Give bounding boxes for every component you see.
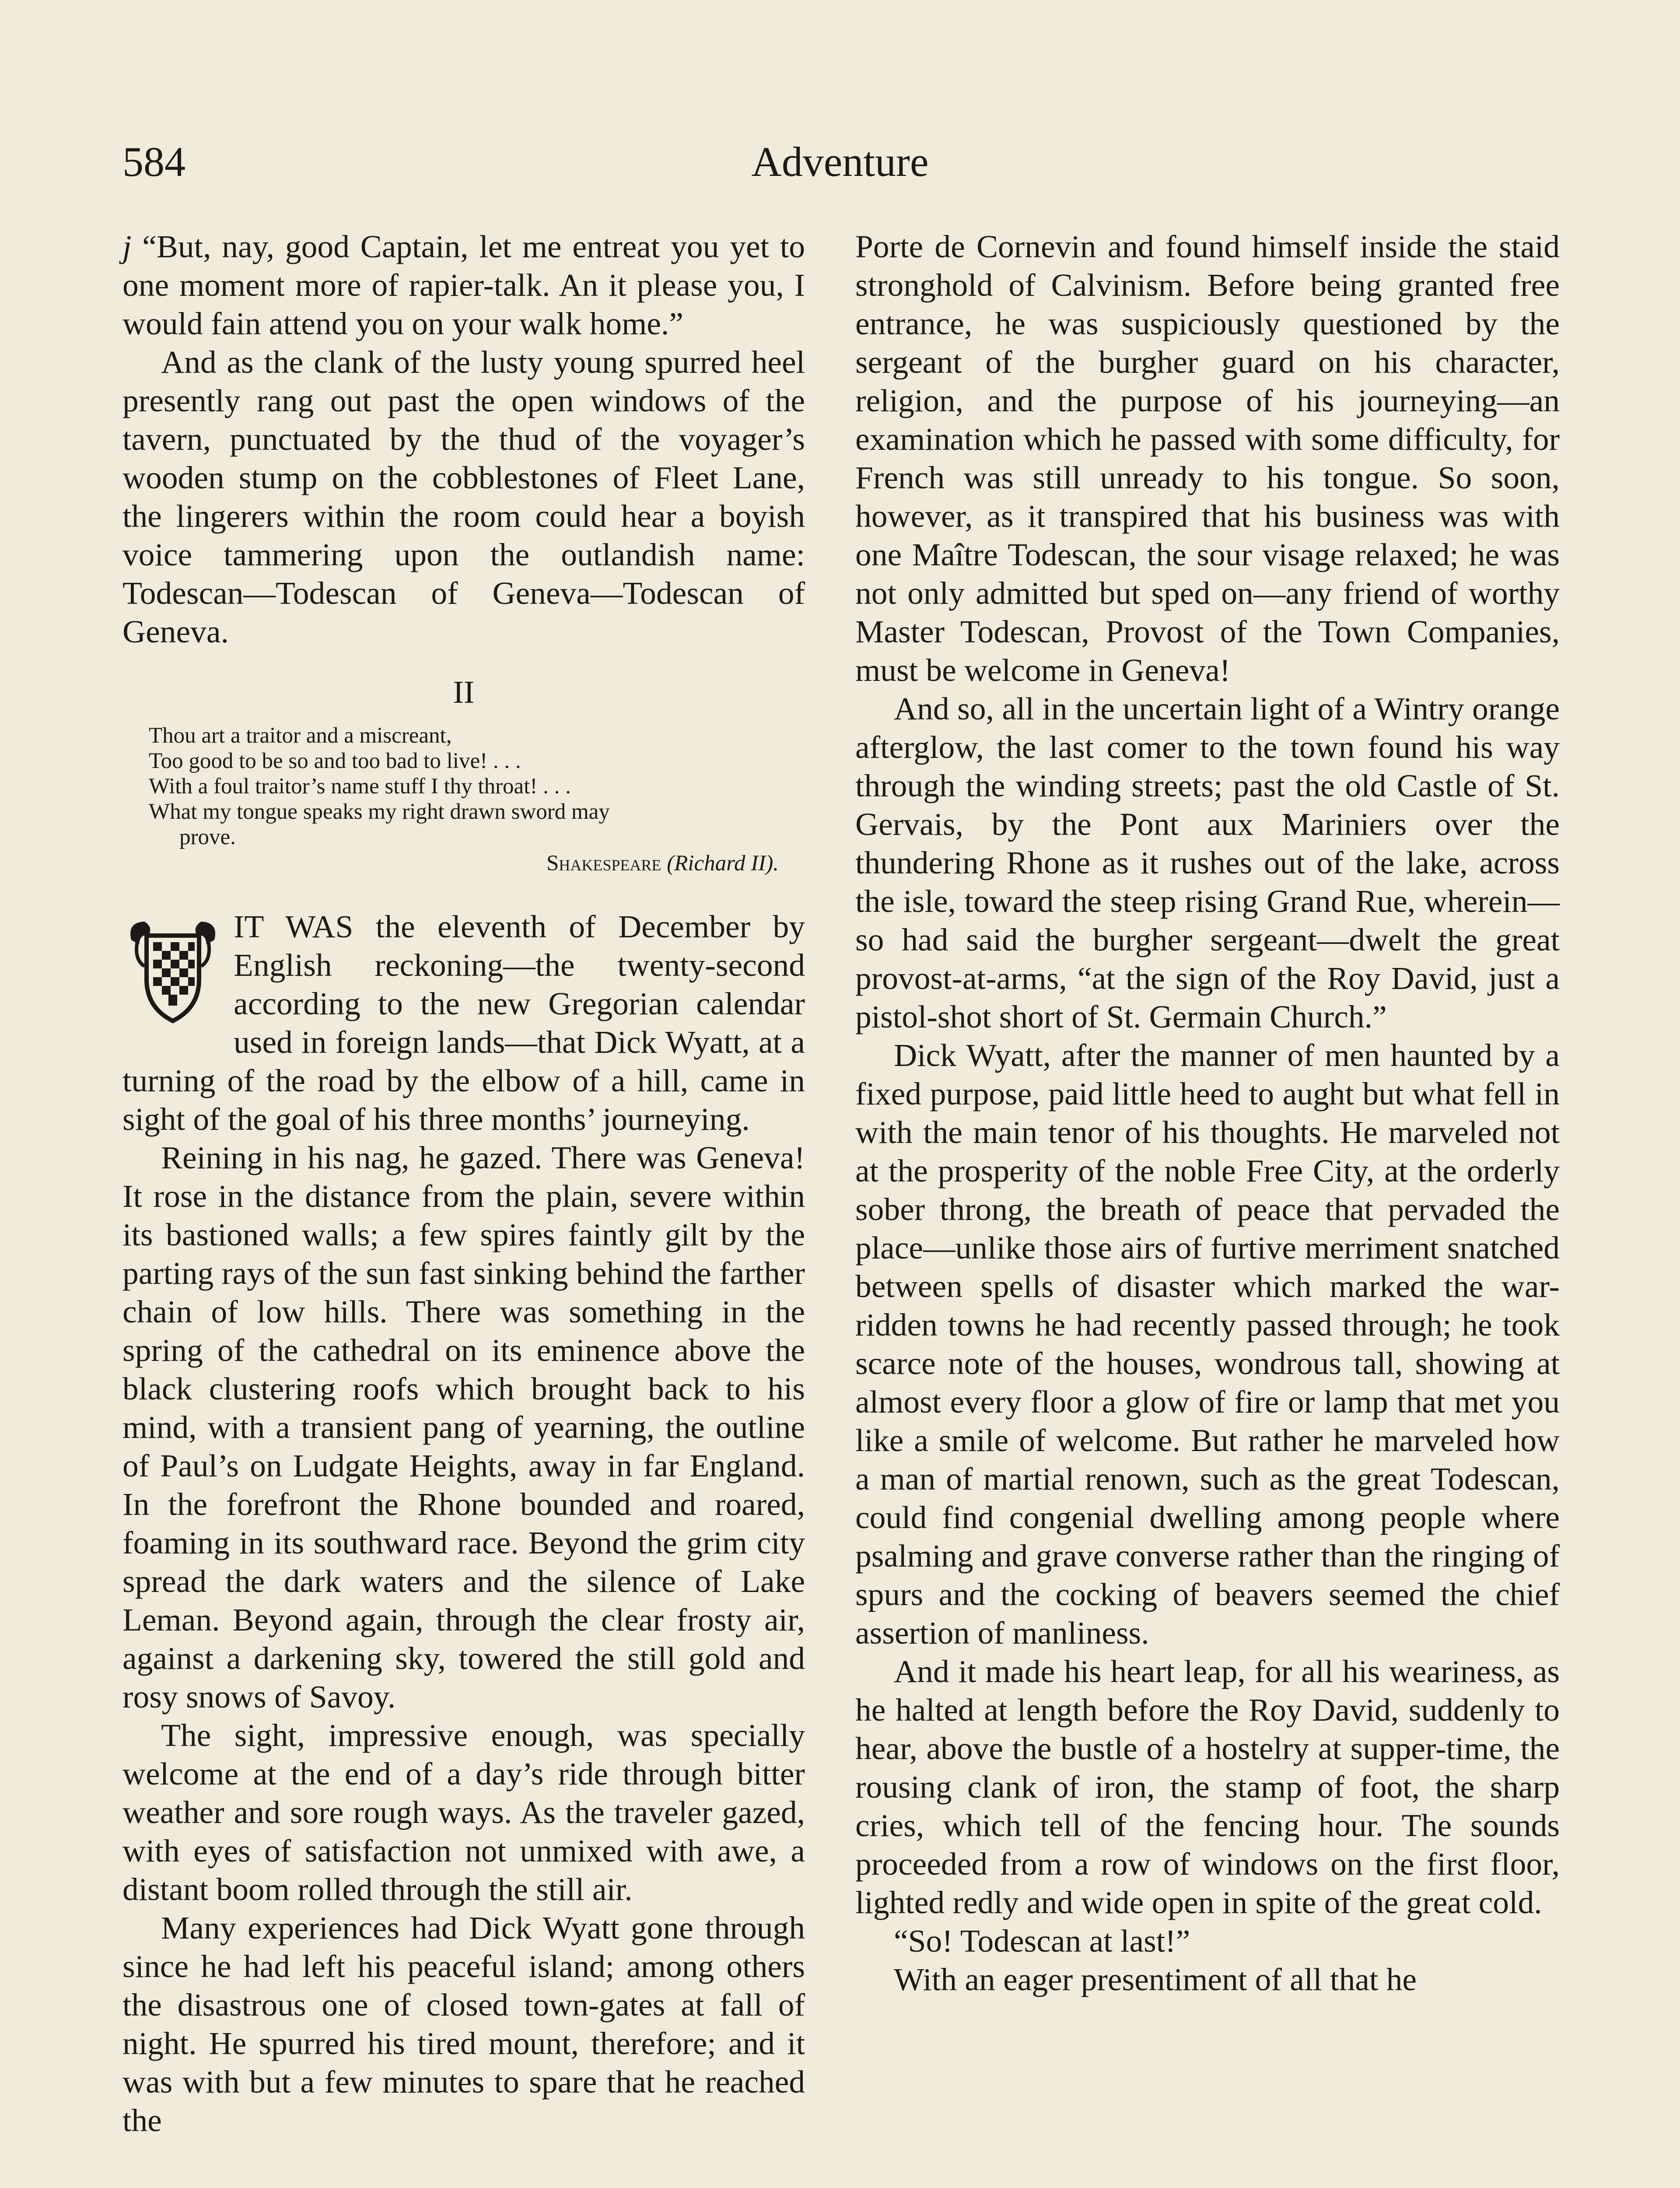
page-number: 584 — [122, 138, 186, 185]
left-paragraph-1 — [122, 228, 805, 343]
epigraph-line-1: Thou art a traitor and a miscreant, — [149, 723, 452, 748]
epigraph — [149, 723, 805, 877]
epigraph-author: Shakespeare — [546, 851, 662, 876]
epigraph-attribution — [149, 850, 779, 877]
magazine-title: Adventure — [751, 138, 929, 185]
epigraph-line-3: With a foul traitor’s name stuff I thy throat! . . . — [149, 774, 571, 799]
page-header — [0, 131, 1680, 193]
left-paragraph-5: The sight, impressive enough, was specially welcome at the end of a day’s ride through bitter weather and sore rough ways. As the traveler gazed, with eyes of satisfaction not unmixed with awe, a distant boom rolled through the still air. — [122, 1718, 805, 1907]
griffin-shield-icon — [122, 914, 223, 1027]
opening-mark: j — [122, 229, 132, 264]
epigraph-line-5: prove. — [179, 825, 236, 849]
epigraph-line-4: What my tongue speaks my right drawn sword may — [149, 799, 610, 824]
epigraph-work: (Richard II). — [667, 851, 779, 876]
right-paragraph-2: And so, all in the uncertain light of a Wintry orange afterglow, the last comer to the town found his way through the winding streets; past the old Castle of St. Gervais, by the Pont aux Mariniers over the thundering Rhone as it rushes out of the lake, across the isle, toward the steep rising Grand Rue, wherein—so had said the burgher sergeant—dwelt the great provost-at-arms, “at the sign of the Roy David, just a pistol-shot short of St. Germain Church.” — [855, 691, 1560, 1034]
left-paragraph-4: Reining in his nag, he gazed. There was Geneva! It rose in the distance from the plain, severe within its bastioned walls; a few spires faintly gilt by the parting rays of the sun fast sinking behind the farther chain of low hills. There was something in the spring of the cathedral on its eminence above the black clustering roofs which brought back to his mind, with a transient pang of yearning, the outline of Paul’s on Ludgate Heights, away in far England. In the forefront the Rhone bounded and roared, foaming in its southward race. Beyond the grim city spread the dark waters and the silence of Lake Leman. Beyond again, through the clear frosty air, against a darkening sky, towered the still gold and rosy snows of Savoy. — [122, 1140, 805, 1715]
right-paragraph-3: Dick Wyatt, after the manner of men haunted by a fixed purpose, paid little heed to aught but what fell in with the main tenor of his thoughts. He marveled not at the prosperity of the noble Free City, at the orderly sober throng, the breath of peace that pervaded the place—unlike those airs of furtive merriment snatched between spells of disaster which marked the war-ridden towns he had recently passed through; he took scarce note of the houses, wondrous tall, showing at almost every floor a glow of fire or lamp that met you like a smile of welcome. But rather he marveled how a man of martial renown, such as the great Todescan, could find congenial dwelling among people where psalming and grave converse rather than the ringing of spurs and the cocking of beavers seemed the chief assertion of manliness. — [855, 1038, 1560, 1651]
left-paragraph-1-text: “But, nay, good Captain, let me entreat you yet to one moment more of rapier-talk. An it please you, I would fain attend you on your walk home.” — [122, 229, 805, 341]
left-paragraph-3 — [122, 908, 805, 1139]
left-paragraph-6: Many experiences had Dick Wyatt gone through since he had left his peaceful island; among others the disastrous one of closed town-gates at fall of night. He spurred his tired mount, therefore; and it was with but a few minutes to spare that he reached the — [122, 1910, 805, 2138]
epigraph-line-2: Too good to be so and too bad to live! . . . — [149, 749, 521, 773]
left-column — [122, 228, 805, 2140]
right-column — [855, 228, 1560, 1999]
right-paragraph-5: “So! Todescan at last!” — [894, 1923, 1190, 1959]
section-number: II — [453, 674, 475, 710]
right-paragraph-6: With an eager presentiment of all that he — [894, 1962, 1417, 1997]
right-paragraph-4: And it made his heart leap, for all his weariness, as he halted at length before the Roy David, suddenly to hear, above the bustle of a hostelry at supper-time, the rousing clank of iron, the stamp of foot, the sharp cries, which tell of the fencing hour. The sounds proceeded from a row of windows on the first floor, lighted redly and wide open in spite of the great cold. — [855, 1654, 1560, 1920]
right-paragraph-1: Porte de Cornevin and found himself inside the staid stronghold of Calvinism. Before being granted free entrance, he was suspiciously questioned by the sergeant of the burgher guard on his character, religion, and the purpose of his journeying—an examination which he passed with some difficulty, for French was still unready to his tongue. So soon, however, as it transpired that his business was with one Maître Todescan, the sour visage relaxed; he was not only admitted but sped on—any friend of worthy Master Todescan, Provost of the Town Companies, must be welcome in Geneva! — [855, 229, 1560, 688]
left-paragraph-3-text: IT WAS the eleventh of December by English reckoning—the twenty-second according to the new Gregorian calendar used in foreign lands—that Dick Wyatt, at a turning of the road by the elbow of a hill, came in sight of the goal of his three months’ journeying. — [122, 909, 805, 1137]
left-paragraph-2: And as the clank of the lusty young spurred heel presently rang out past the open windows of the tavern, punctuated by the thud of the voyager’s wooden stump on the cobblestones of Fleet Lane, the lingerers within the room could hear a boyish voice tammering upon the outlandish name: Todescan—Todescan of Geneva—Todescan of Geneva. — [122, 344, 805, 649]
